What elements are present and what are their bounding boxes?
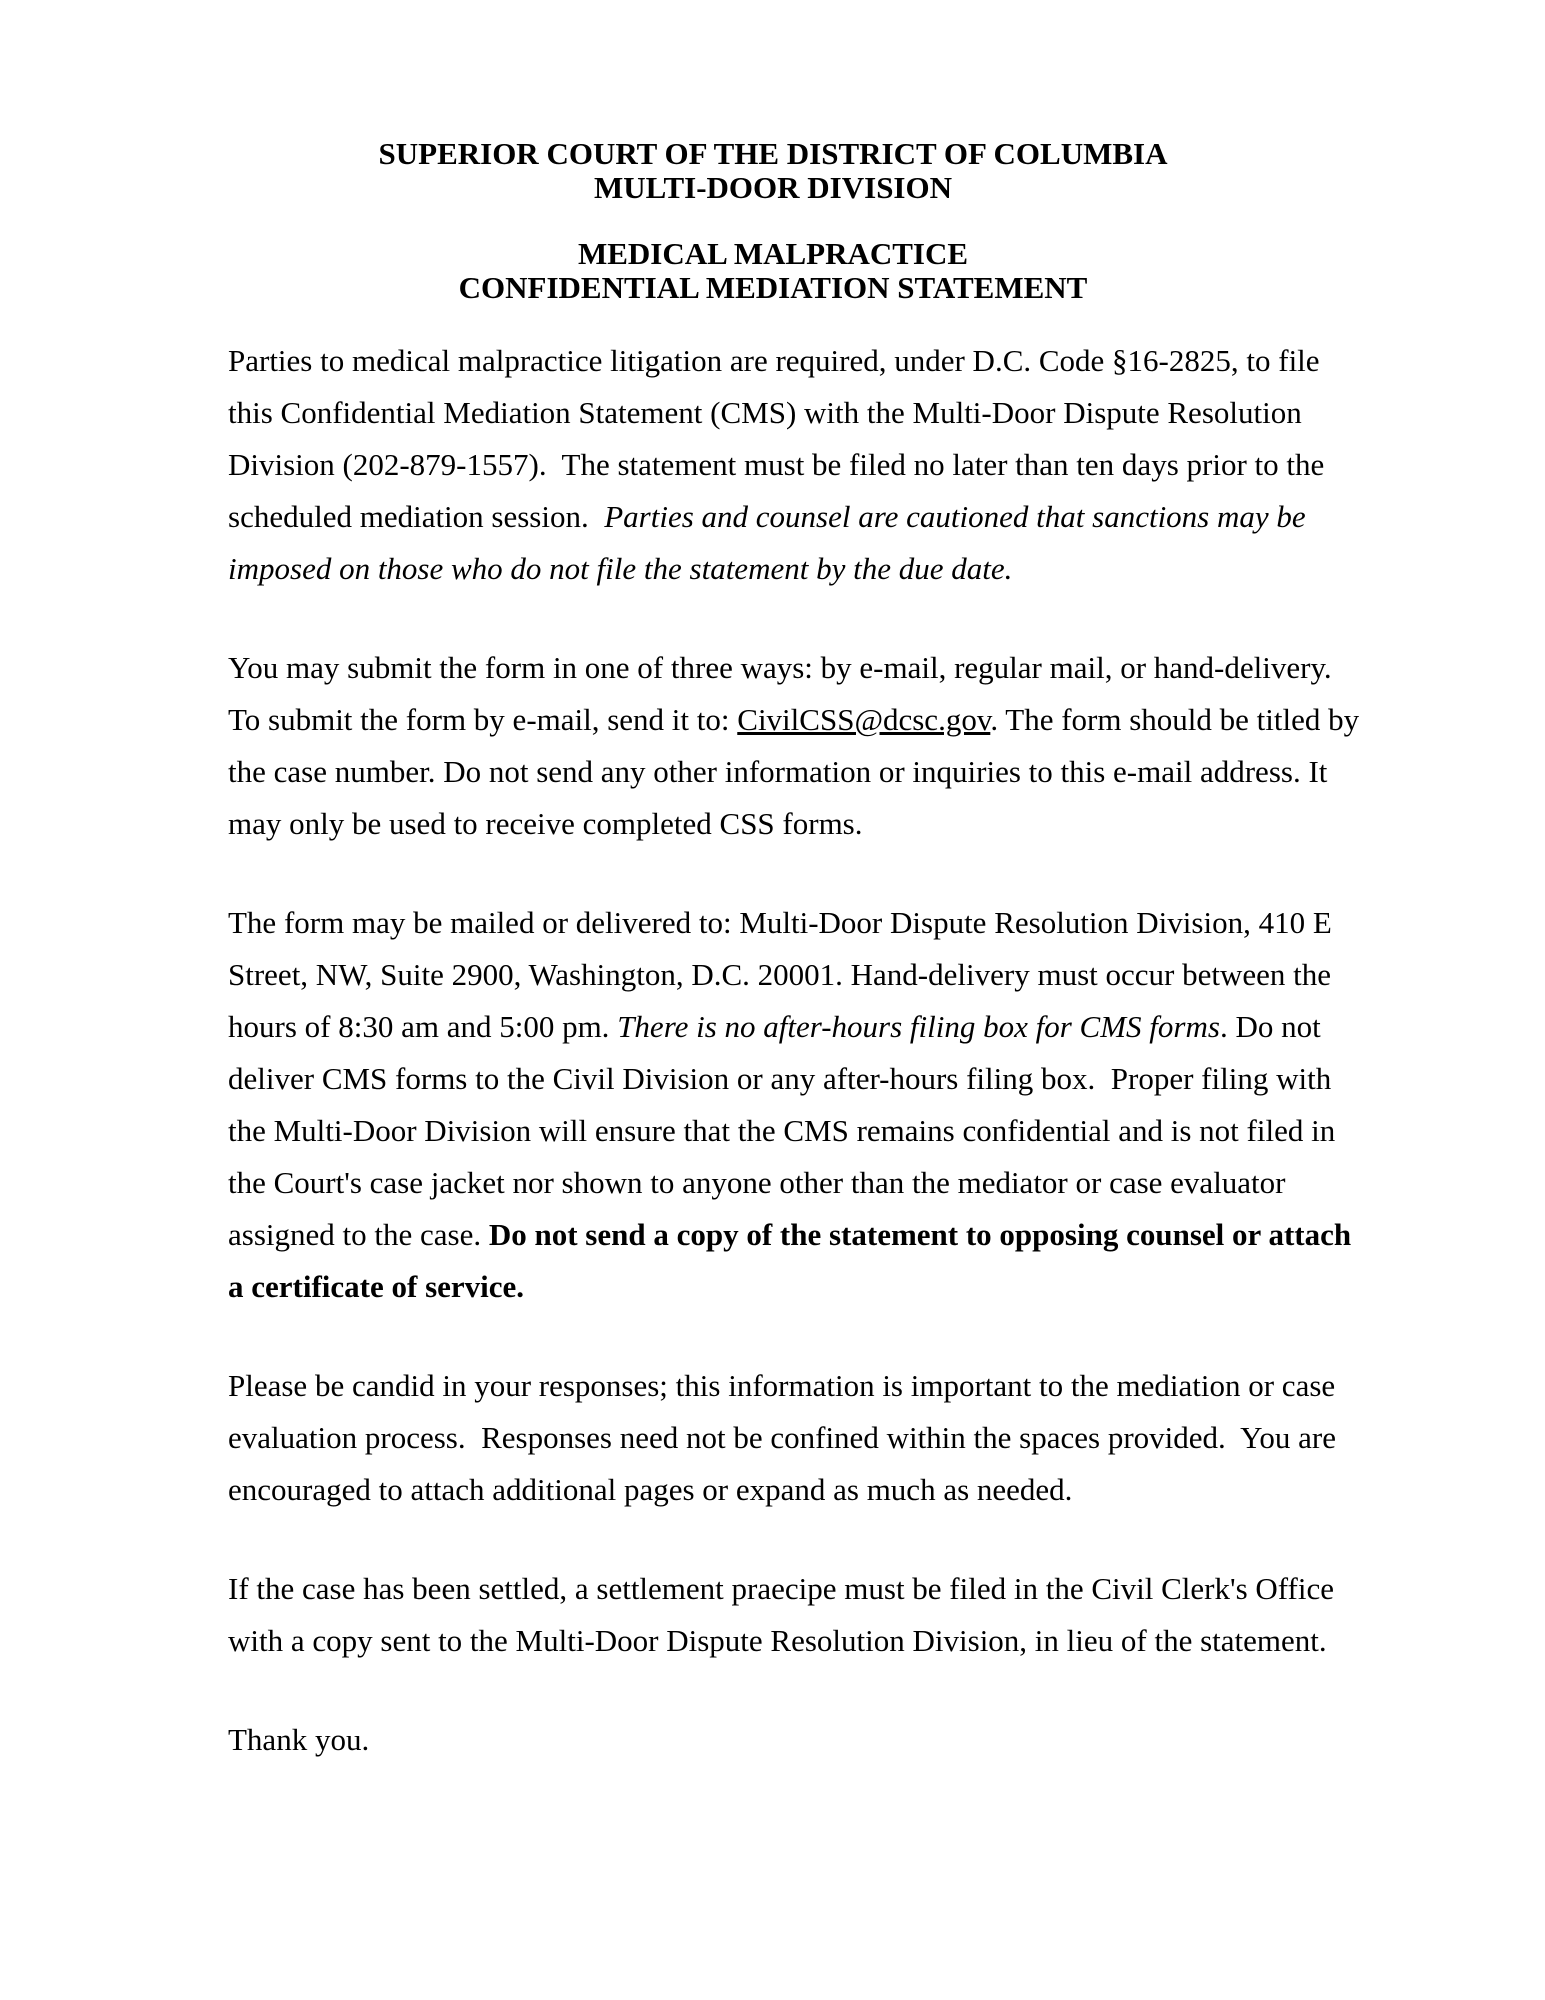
form-title-line2: CONFIDENTIAL MEDIATION STATEMENT: [458, 270, 1088, 305]
text-run: The form may be mailed or delivered to: Multi-Door Dispute Resolution Division, 410 E Street, NW, Suite 2900, Washington, D.C. 20001. Hand-delivery must occur between the hours of 8:30 am and 5:00 pm.: [228, 905, 1340, 1044]
text-run: Parties to medical malpractice litigation are required, under D.C. Code §16-2825, to file this Confidential Mediation Statement (CMS) with the Multi-Door Dispute Resolution Division (202-879-1557). The statement must be filed no later than ten days prior to the scheduled mediation session.: [228, 343, 1332, 534]
paragraph: [228, 1360, 1363, 1516]
text-run: There is no after-hours filing box for CMS forms: [617, 1009, 1220, 1044]
text-run: You may submit the form in one of three ways: by e-mail, regular mail, or hand-delivery. To submit the form by e-mail, send it to:: [228, 650, 1339, 737]
text-run: Thank you.: [228, 1722, 370, 1757]
court-title-line1: SUPERIOR COURT OF THE DISTRICT OF COLUMBIA: [378, 136, 1168, 171]
text-run: If the case has been settled, a settlement praecipe must be filed in the Civil Clerk's Office with a copy sent to the Multi-Door Dispute Resolution Division, in lieu of the statement.: [228, 1571, 1342, 1658]
paragraph: [228, 1563, 1363, 1667]
text-run: . Do not deliver CMS forms to the Civil Division or any after-hours filing box. Proper filing with the Multi-Door Division will ensure that the CMS remains confidential and is not filed in the Court's case jacket nor shown to anyone other than the mediator or case evaluator assigned to the case.: [228, 1009, 1343, 1252]
document-body: [228, 335, 1367, 1766]
text-run: Do not send a copy of the statement to opposing counsel or attach a certificate of service.: [228, 1217, 1359, 1304]
email-link[interactable]: CivilCSS@dcsc.gov: [737, 702, 991, 737]
text-run: Please be candid in your responses; this information is important to the mediation or case evaluation process. Responses need not be confined within the spaces provided. You are encouraged to attach additional pages or expand as much as needed.: [228, 1368, 1344, 1507]
paragraph: [228, 897, 1363, 1313]
form-title-line1: MEDICAL MALPRACTICE: [577, 236, 969, 271]
document-headings: [228, 137, 1318, 305]
court-title-line2: MULTI-DOOR DIVISION: [594, 170, 952, 205]
paragraph: [228, 642, 1367, 850]
paragraph: [228, 1714, 1363, 1766]
text-run: Parties and counsel are cautioned that sanctions may be imposed on those who do not file the statement by the due date.: [228, 499, 1314, 586]
paragraph: [228, 335, 1363, 595]
text-run: . The form should be titled by the case number. Do not send any other information or inquiries to this e-mail address. It may only be used to receive completed CSS forms.: [228, 702, 1367, 841]
form-title: [228, 237, 1318, 305]
court-title: [228, 137, 1318, 205]
